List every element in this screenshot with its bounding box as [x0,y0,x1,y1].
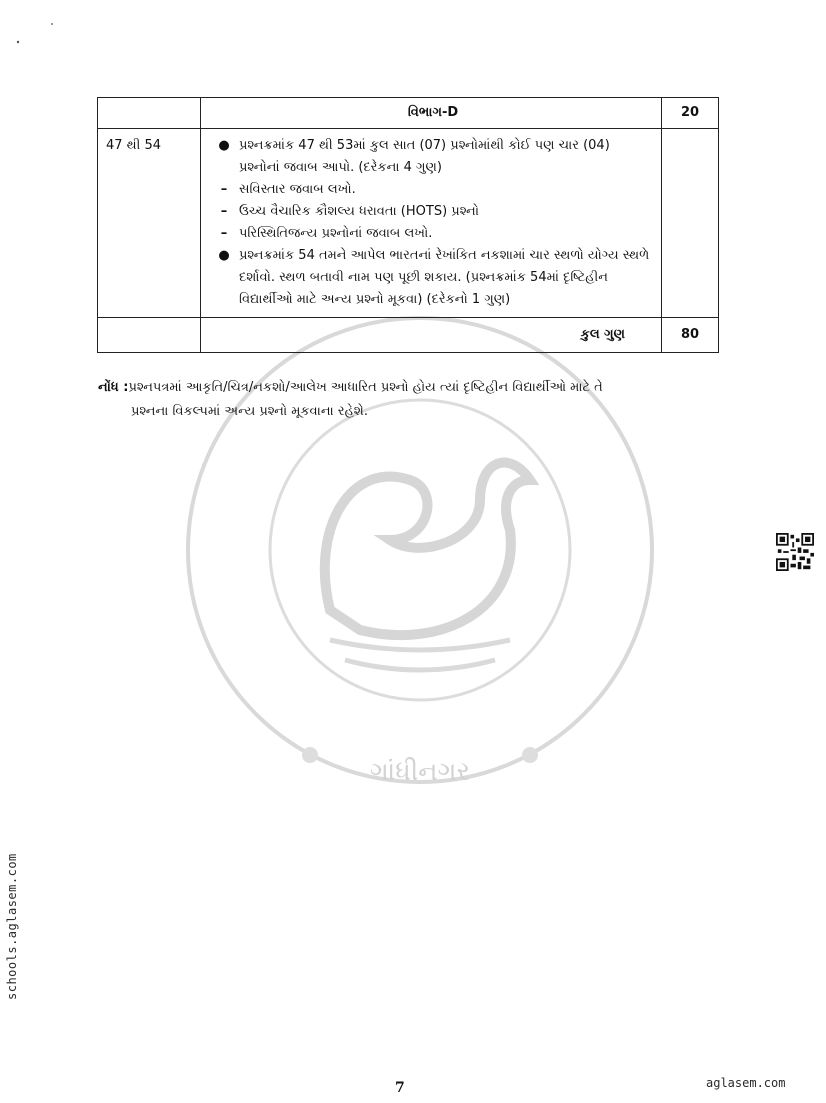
total-label: કુલ ગુણ [201,318,662,353]
section-title: વિભાગ-D [201,98,662,129]
instructions-cell [201,129,662,318]
page-number: 7 [395,1080,405,1096]
scan-specks [14,20,74,50]
question-range: 47 થી 54 [98,129,201,318]
qr-code-icon[interactable] [776,533,814,571]
instruction-list [215,135,651,311]
section-header-row [98,98,719,129]
instruction-item: – પરિસ્થિતિજન્ય પ્રશ્નોનાં જવાબ લખો. [215,223,651,245]
section-body-row [98,129,719,318]
bullet-icon: ● [218,138,230,153]
instruction-item: – ઉચ્ચ વૈચારિક કૌશલ્ય ધરાવતા (HOTS) પ્રશ્નો [215,201,651,223]
total-empty-cell [98,318,201,353]
side-watermark-text: schools.aglasem.com [5,853,19,1000]
note-label: નોંધ : [98,380,129,395]
seal-city-text: ગાંધીનગર [369,757,471,787]
footer-site-text: aglasem.com [706,1076,786,1090]
total-marks: 80 [662,318,719,353]
dash-icon: – [220,204,228,219]
note-line-2: પ્રશ્નના વિકલ્પમાં અન્ય પ્રશ્નો મૂકવાના રહેશે. [131,404,368,419]
body-marks-empty-cell [662,129,719,318]
dash-icon: – [220,182,228,197]
total-row [98,318,719,353]
marks-table [97,97,719,353]
bullet-icon: ● [218,248,230,263]
instruction-item: – સવિસ્તાર જવાબ લખો. [215,179,651,201]
dash-icon: – [220,226,228,241]
header-empty-cell [98,98,201,129]
note-block [98,376,698,424]
instruction-item: ● પ્રશ્નક્રમાંક 47 થી 53માં કુલ સાત (07) પ્રશ્નોમાંથી કોઈ પણ ચાર (04) પ્રશ્નોનાં જવાબ આપો. (દરેકના 4 ગુણ) [215,135,651,179]
instruction-item: ● પ્રશ્નક્રમાંક 54 તમને આપેલ ભારતનાં રેખાંકિત નકશામાં ચાર સ્થળો યોગ્ય સ્થળે દર્શાવો. સ્થળ બતાવી નામ પણ પૂછી શકાય. (પ્રશ્નક્રમાંક 54માં દૃષ્ટિહીન વિદ્યાર્થીઓ માટે અન્ય પ્રશ્નો મૂકવા) (દરેકનો 1 ગુણ) [215,245,651,311]
section-marks: 20 [662,98,719,129]
note-line-1: નોંધ :પ્રશ્નપત્રમાં આકૃતિ/ચિત્ર/નકશો/આલેખ આધારિત પ્રશ્નો હોય ત્યાં દૃષ્ટિહીન વિદ્યાર્થીઓ માટે તે [98,380,603,395]
